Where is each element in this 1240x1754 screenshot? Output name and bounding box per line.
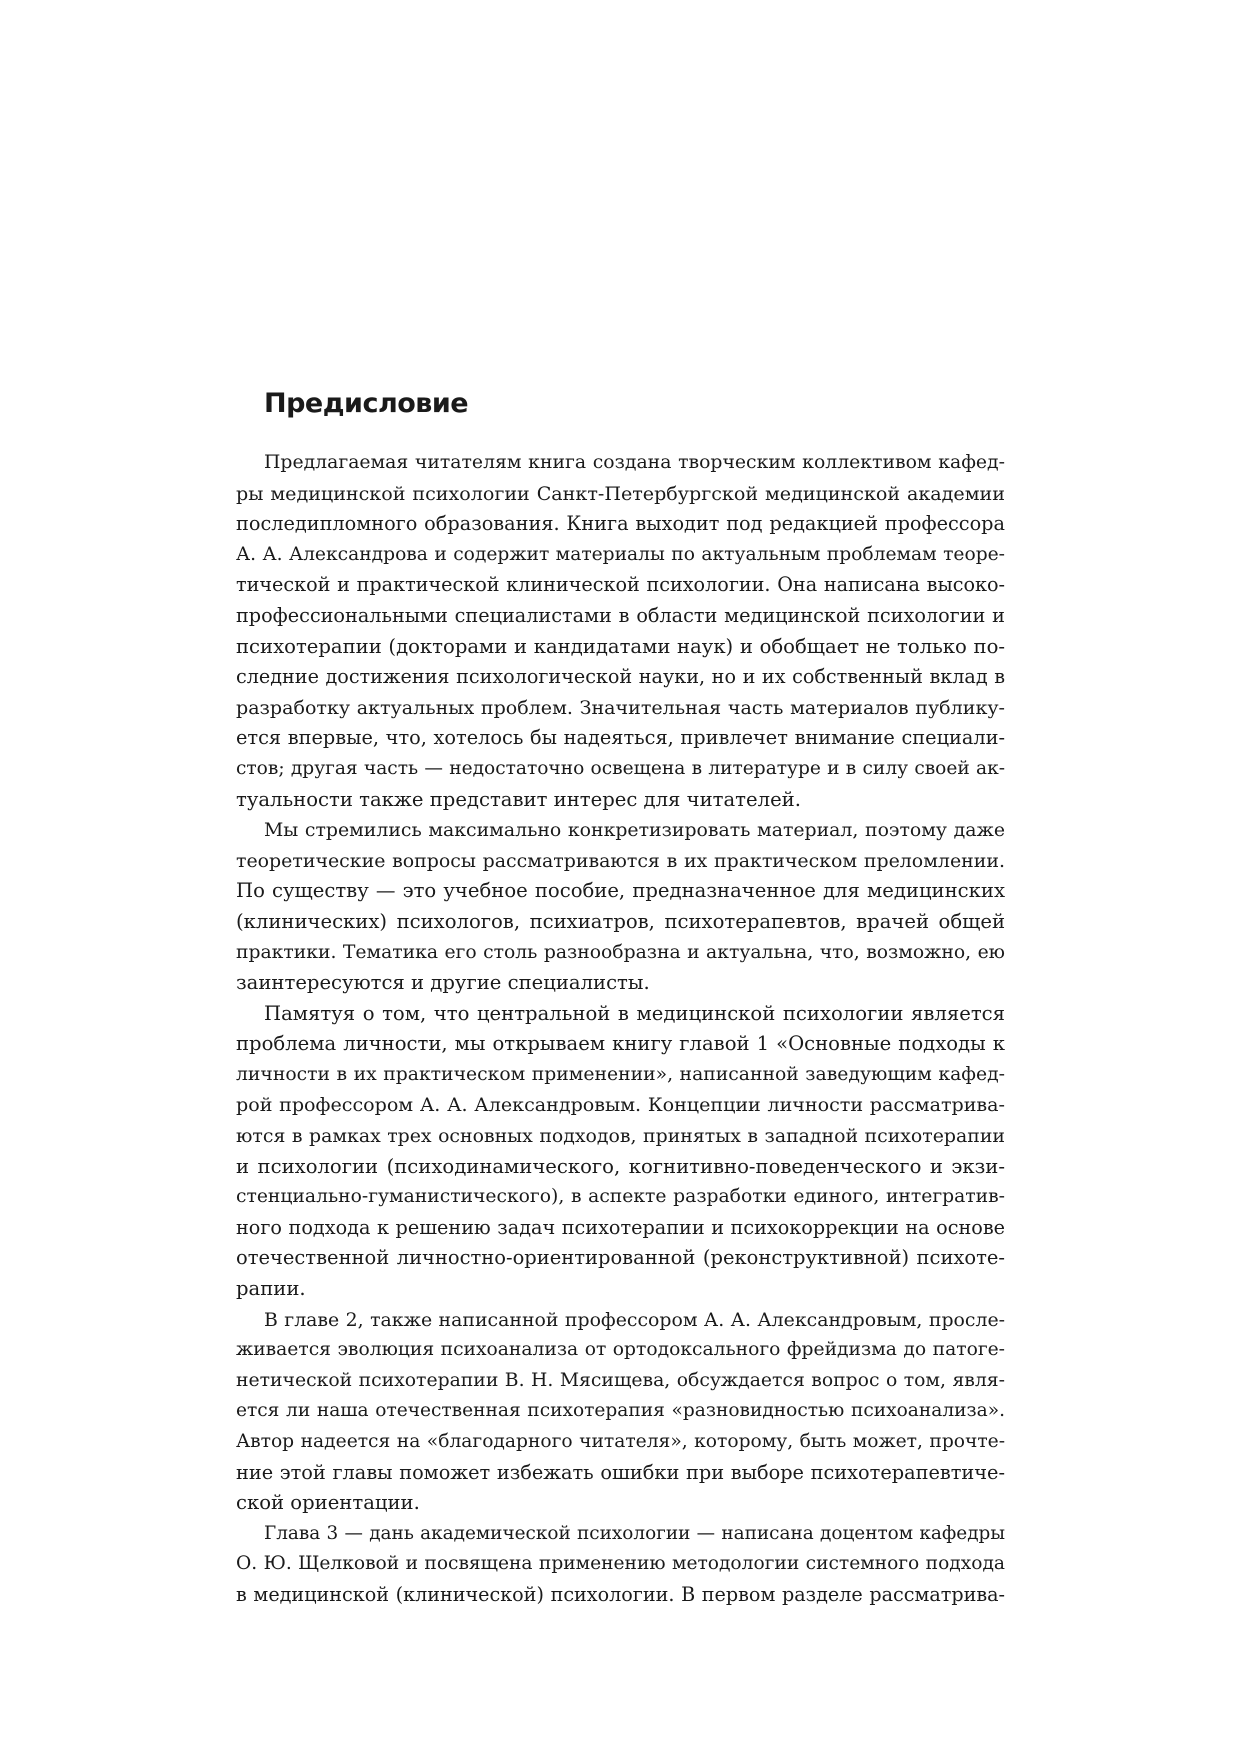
text-line: ного подхода к решению задач психотерапии и психокоррекции на основе (236, 1215, 1005, 1239)
text-line: стов; другая часть — недостаточно освещена в литературе и в силу своей ак- (236, 757, 1005, 779)
text-line: практики. Тематика его столь разнообразна и актуальна, что, возможно, ею (236, 941, 1005, 963)
text-line: рой профессором А. А. Александровым. Концепции личности рассматрива- (236, 1093, 1005, 1117)
text-line: заинтересуются и другие специалисты. (236, 971, 650, 995)
text-line: проблема личности, мы открываем книгу главой 1 «Основные подходы к (236, 1032, 1005, 1056)
text-line: О. Ю. Щелковой и посвящена применению методологии системного подхода (236, 1553, 1005, 1575)
text-line: теоретические вопросы рассматриваются в их практическом преломлении. (236, 849, 1005, 872)
text-line: Памятуя о том, что центральной в медицинской психологии является (264, 1001, 1005, 1025)
paragraph (236, 1305, 1005, 1519)
text-line: (клинических) психологов, психиатров, психотерапевтов, врачей общей (236, 909, 1005, 933)
text-line: ние этой главы поможет избежать ошибки при выборе психотерапевтиче- (236, 1460, 1005, 1484)
text-line: Предлагаемая читателям книга создана творческим коллективом кафед- (264, 452, 1005, 473)
text-line: Автор надеется на «благодарного читателя», которому, быть может, прочте- (236, 1431, 1005, 1452)
text-line: психотерапии (докторами и кандидатами наук) и обобщает не только по- (236, 634, 1005, 658)
text-line: В главе 2, также написанной профессором А. А. Александровым, просле- (264, 1308, 1005, 1331)
text-line: ется ли наша отечественная психотерапия «разновидностью психоанализа». (236, 1400, 1005, 1422)
text-line: ется впервые, что, хотелось бы надеяться, привлечет внимание специали- (236, 726, 1005, 750)
paragraph (236, 815, 1005, 999)
text-line: ской ориентации. (236, 1491, 420, 1515)
paragraph (236, 448, 1005, 815)
page-title: Предисловие (264, 388, 469, 419)
text-line: и психологии (психодинамического, когнитивно-поведенческого и экзи- (236, 1154, 1005, 1178)
text-line: нетической психотерапии В. Н. Мясищева, обсуждается вопрос о том, явля- (236, 1369, 1005, 1391)
preface-body (236, 448, 1005, 1611)
paragraph (236, 999, 1005, 1305)
text-line: в медицинской (клинической) психологии. В первом разделе рассматрива- (236, 1582, 1005, 1606)
text-line: последипломного образования. Книга выходит под редакцией профессора (236, 512, 1005, 536)
text-line: живается эволюция психоанализа от ортодоксального фрейдизма до патоге- (236, 1339, 1005, 1361)
text-line: ются в рамках трех основных подходов, принятых в западной психотерапии (236, 1125, 1005, 1148)
text-line: Глава 3 — дань академической психологии — написана доцентом кафедры (264, 1522, 1005, 1544)
text-line: рапии. (236, 1277, 306, 1301)
text-line: разработку актуальных проблем. Значительная часть материалов публику- (236, 696, 1005, 719)
text-line: профессиональными специалистами в области медицинской психологии и (236, 603, 1005, 627)
text-line: личности в их практическом применении», написанной заведующим кафед- (236, 1063, 1005, 1085)
text-line: А. А. Александрова и содержит материалы по актуальным проблемам теоре- (236, 543, 1005, 565)
text-line: тической и практической клинической психологии. Она написана высоко- (236, 573, 1005, 597)
text-line: следние достижения психологической науки, но и их собственный вклад в (236, 665, 1005, 689)
paragraph (236, 1519, 1005, 1611)
text-line: туальности также представит интерес для читателей. (236, 787, 801, 811)
text-line: По существу — это учебное пособие, предназначенное для медицинских (236, 879, 1005, 903)
text-line: ры медицинской психологии Санкт-Петербургской медицинской академии (236, 481, 1005, 505)
text-line: Мы стремились максимально конкретизировать материал, поэтому даже (264, 819, 1005, 842)
text-line: отечественной личностно-ориентированной (реконструктивной) психоте- (236, 1246, 1005, 1270)
text-line: стенциально-гуманистического), в аспекте разработки единого, интегратив- (236, 1186, 1005, 1208)
